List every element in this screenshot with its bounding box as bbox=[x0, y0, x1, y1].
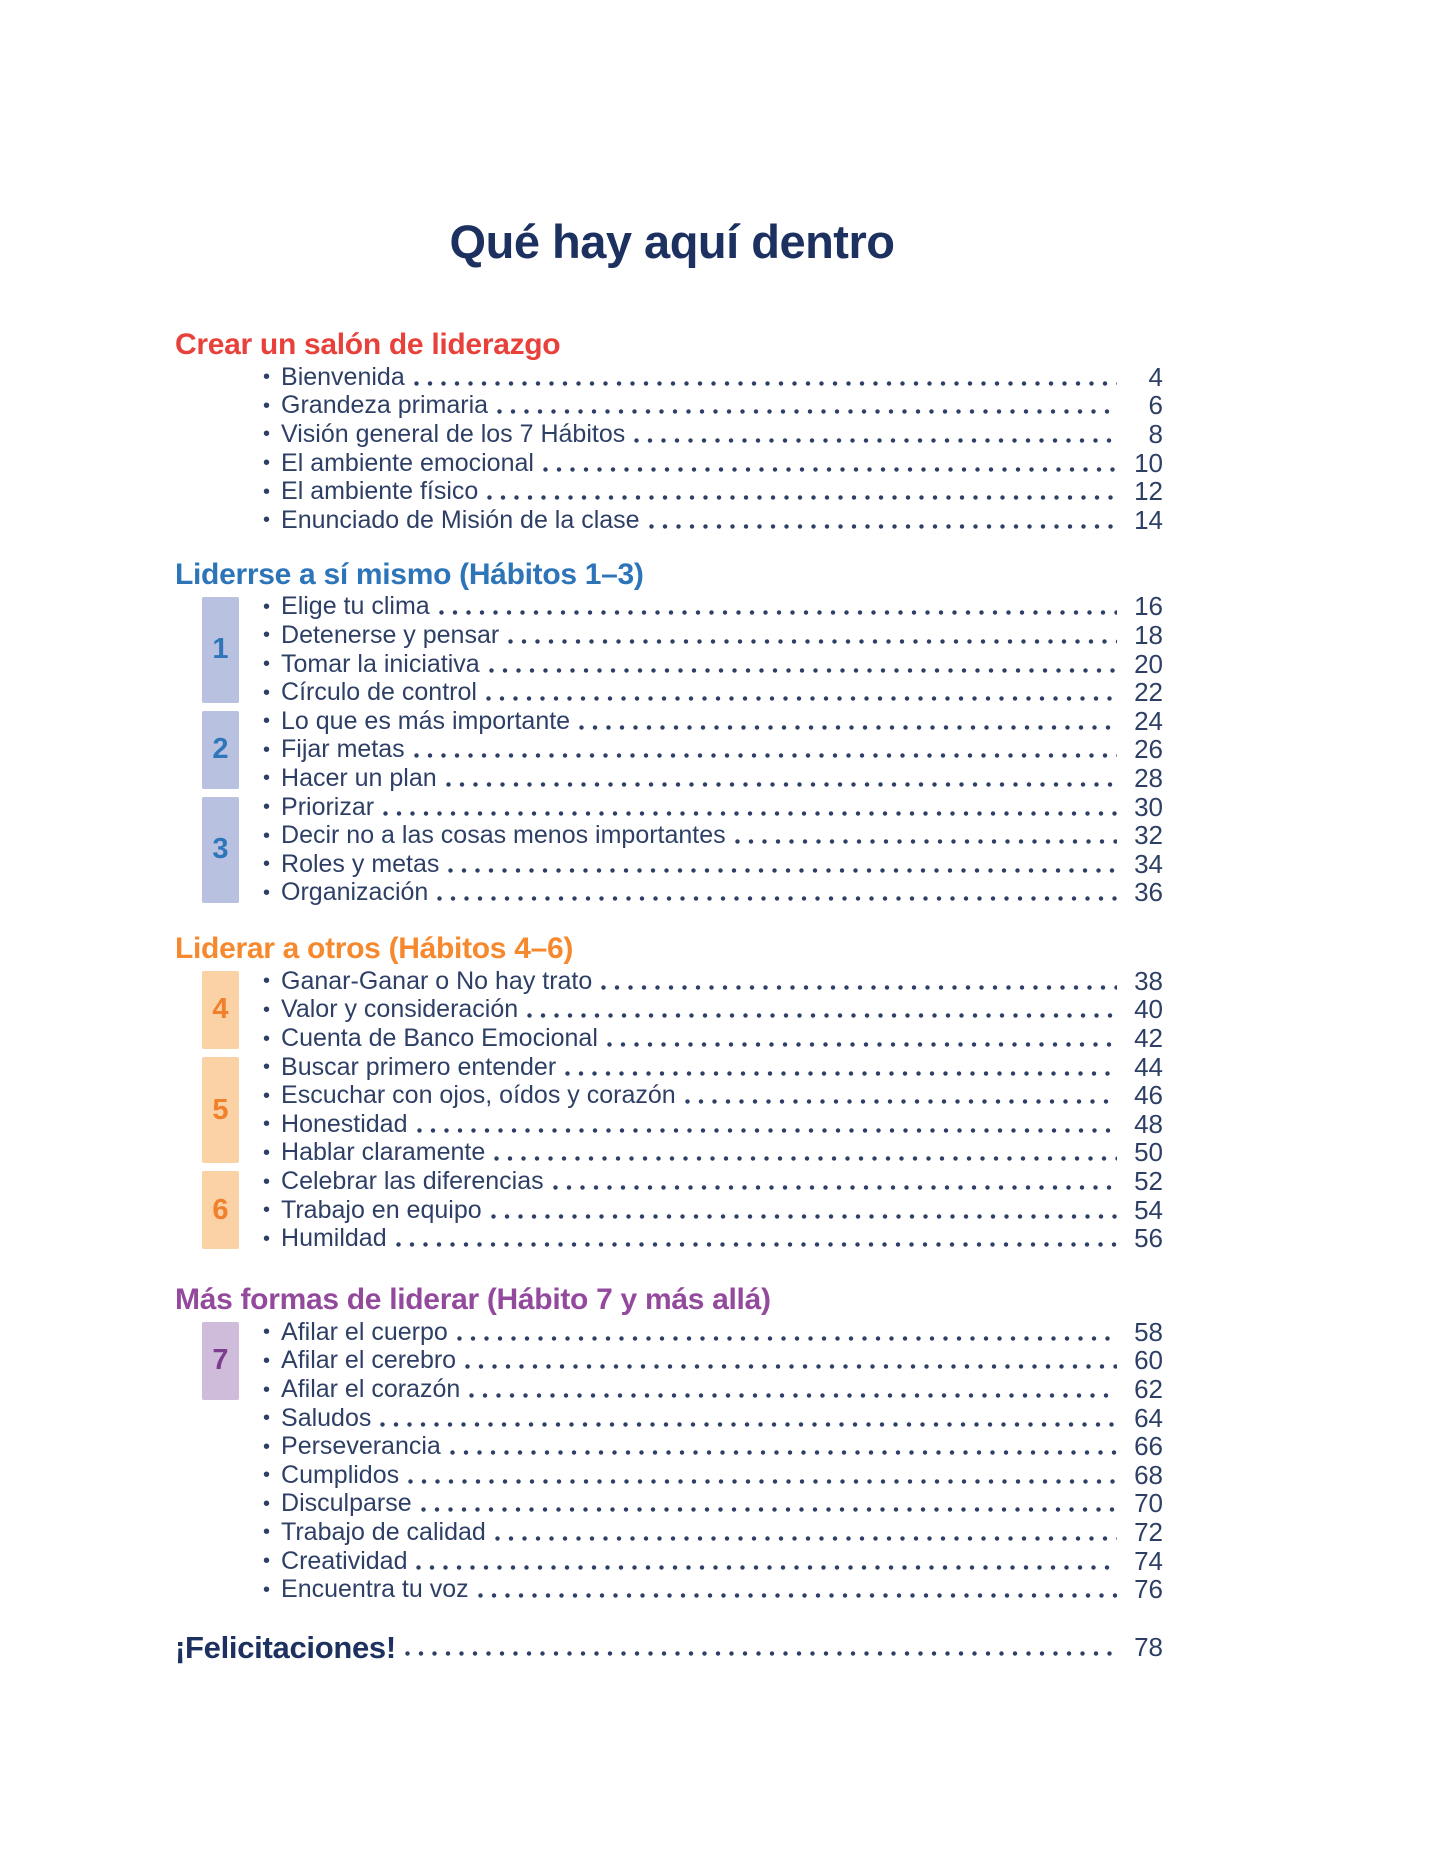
toc-item-label: Honestidad bbox=[281, 1109, 408, 1138]
toc-item-label: Círculo de control bbox=[281, 678, 477, 707]
dot-leader bbox=[508, 639, 1117, 644]
page-number: 54 bbox=[1134, 1194, 1163, 1225]
dot-leader bbox=[497, 409, 1117, 414]
page-number: 72 bbox=[1134, 1516, 1163, 1547]
toc-item-label: Perseverancia bbox=[281, 1432, 441, 1461]
page-number: 28 bbox=[1134, 762, 1163, 793]
dot-leader bbox=[495, 1536, 1117, 1541]
dot-leader bbox=[649, 524, 1117, 529]
bullet-icon: • bbox=[263, 853, 271, 876]
bullet-icon: • bbox=[263, 1027, 271, 1050]
page-number: 14 bbox=[1134, 504, 1163, 535]
toc-item-row bbox=[175, 363, 1163, 392]
bullet-icon: • bbox=[263, 624, 271, 647]
page-number: 74 bbox=[1134, 1545, 1163, 1576]
toc-item-row bbox=[175, 736, 1163, 765]
section-heading: Liderar a otros (Hábitos 4–6) bbox=[175, 932, 574, 966]
toc-item-row bbox=[175, 1518, 1163, 1547]
bullet-icon: • bbox=[263, 653, 271, 676]
toc-item-row bbox=[175, 1575, 1163, 1604]
page-number: 34 bbox=[1134, 848, 1163, 879]
habit-group bbox=[175, 1318, 1163, 1404]
dot-leader bbox=[421, 1507, 1117, 1512]
toc-item-row bbox=[175, 1347, 1163, 1376]
habit-number-badge: 4 bbox=[202, 971, 239, 1049]
toc-item-row bbox=[175, 449, 1163, 478]
bullet-icon: • bbox=[263, 881, 271, 904]
dot-leader bbox=[607, 1042, 1117, 1047]
toc-item-label: Decir no a las cosas menos importantes bbox=[281, 821, 726, 850]
page-number: 56 bbox=[1134, 1223, 1163, 1254]
toc-item-label: Visión general de los 7 Hábitos bbox=[281, 419, 626, 448]
dot-leader bbox=[487, 495, 1117, 500]
page-number: 58 bbox=[1134, 1316, 1163, 1347]
toc-item-label: Encuentra tu voz bbox=[281, 1575, 469, 1604]
dot-leader bbox=[380, 1422, 1117, 1427]
dot-leader bbox=[450, 1450, 1117, 1455]
bullet-icon: • bbox=[263, 1521, 271, 1544]
page-number: 32 bbox=[1134, 820, 1163, 851]
habit-number-badge: 7 bbox=[202, 1322, 239, 1400]
bullet-icon: • bbox=[263, 1084, 271, 1107]
toc-item-label: Bienvenida bbox=[281, 362, 405, 391]
section-heading: Más formas de liderar (Hábito 7 y más allá) bbox=[175, 1283, 771, 1317]
toc-item-row bbox=[175, 1024, 1163, 1053]
dot-leader bbox=[489, 668, 1117, 673]
dot-leader bbox=[405, 1651, 1117, 1656]
toc-item-row bbox=[175, 477, 1163, 506]
dot-leader bbox=[579, 725, 1117, 730]
habit-number-badge: 5 bbox=[202, 1057, 239, 1163]
bullet-icon: • bbox=[263, 970, 271, 993]
page-number: 76 bbox=[1134, 1574, 1163, 1605]
toc-item-label: Grandeza primaria bbox=[281, 391, 489, 420]
habit-number-badge: 1 bbox=[202, 597, 239, 703]
toc-item-label: Buscar primero entender bbox=[281, 1052, 557, 1081]
toc-item-label: Valor y consideración bbox=[281, 995, 519, 1024]
toc-item-label: Organización bbox=[281, 878, 429, 907]
toc-item-row bbox=[175, 1081, 1163, 1110]
bullet-icon: • bbox=[263, 1056, 271, 1079]
toc-item-label: Ganar-Ganar o No hay trato bbox=[281, 966, 593, 995]
section-heading: Liderrse a sí mismo (Hábitos 1–3) bbox=[175, 557, 644, 591]
habit-number-badge: 6 bbox=[202, 1171, 239, 1249]
toc-section bbox=[175, 1283, 1163, 1604]
toc-item-label: Afilar el corazón bbox=[281, 1375, 461, 1404]
habit-group bbox=[175, 1167, 1163, 1253]
toc-item-row bbox=[175, 1224, 1163, 1253]
page-number: 22 bbox=[1134, 677, 1163, 708]
toc-item-row bbox=[175, 650, 1163, 679]
page-number: 42 bbox=[1134, 1023, 1163, 1054]
toc-item-label: Afilar el cerebro bbox=[281, 1346, 457, 1375]
toc-item-row bbox=[175, 1196, 1163, 1225]
habit-group bbox=[175, 707, 1163, 793]
dot-leader bbox=[465, 1364, 1117, 1369]
dot-leader bbox=[565, 1071, 1117, 1076]
bullet-icon: • bbox=[263, 595, 271, 618]
toc-item-row bbox=[175, 967, 1163, 996]
toc-item-row bbox=[175, 593, 1163, 622]
bullet-icon: • bbox=[263, 1321, 271, 1344]
toc-item-label: Celebrar las diferencias bbox=[281, 1167, 544, 1196]
toc-item-label: Trabajo de calidad bbox=[281, 1517, 486, 1546]
dot-leader bbox=[685, 1099, 1117, 1104]
toc-item-row bbox=[175, 764, 1163, 793]
bullet-icon: • bbox=[263, 1435, 271, 1458]
page-number: 26 bbox=[1134, 734, 1163, 765]
page-number: 30 bbox=[1134, 791, 1163, 822]
toc-item-row bbox=[175, 1547, 1163, 1576]
toc-item-label: Priorizar bbox=[281, 792, 375, 821]
toc-item-label: Cumplidos bbox=[281, 1460, 400, 1489]
toc-item-row bbox=[175, 1432, 1163, 1461]
toc-item-row bbox=[175, 1110, 1163, 1139]
dot-leader bbox=[417, 1128, 1118, 1133]
dot-leader bbox=[735, 839, 1117, 844]
dot-leader bbox=[634, 438, 1117, 443]
bullet-icon: • bbox=[263, 423, 271, 446]
page-number: 48 bbox=[1134, 1108, 1163, 1139]
section-heading: Crear un salón de liderazgo bbox=[175, 328, 561, 361]
toc-item-row bbox=[175, 793, 1163, 822]
toc-item-row bbox=[175, 1404, 1163, 1433]
dot-leader bbox=[494, 1156, 1117, 1161]
toc-item-label: Trabajo en equipo bbox=[281, 1195, 482, 1224]
habit-group bbox=[175, 793, 1163, 907]
toc bbox=[175, 328, 1163, 1666]
habit-group bbox=[175, 1404, 1163, 1604]
page-number: 16 bbox=[1134, 591, 1163, 622]
page-number: 60 bbox=[1134, 1345, 1163, 1376]
bullet-icon: • bbox=[263, 1349, 271, 1372]
habit-group bbox=[175, 967, 1163, 1053]
page-number: 52 bbox=[1134, 1166, 1163, 1197]
congratulations-row bbox=[175, 1630, 1163, 1666]
toc-item-row bbox=[175, 879, 1163, 908]
toc-item-row bbox=[175, 1461, 1163, 1490]
dot-leader bbox=[448, 868, 1117, 873]
toc-item-row bbox=[175, 1490, 1163, 1519]
page-number: 6 bbox=[1148, 390, 1163, 421]
bullet-icon: • bbox=[263, 1464, 271, 1487]
bullet-icon: • bbox=[263, 1141, 271, 1164]
dot-leader bbox=[414, 381, 1117, 386]
toc-item-row bbox=[175, 1053, 1163, 1082]
page-number: 44 bbox=[1134, 1051, 1163, 1082]
page-title: Qué hay aquí dentro bbox=[449, 215, 895, 268]
congratulations-label: ¡Felicitaciones! bbox=[175, 1629, 396, 1665]
toc-section bbox=[175, 558, 1163, 908]
page-number: 12 bbox=[1134, 476, 1163, 507]
dot-leader bbox=[543, 467, 1117, 472]
dot-leader bbox=[396, 1242, 1117, 1247]
dot-leader bbox=[416, 1565, 1117, 1570]
dot-leader bbox=[446, 782, 1117, 787]
toc-item-label: Elige tu clima bbox=[281, 592, 430, 621]
page-number: 68 bbox=[1134, 1459, 1163, 1490]
dot-leader bbox=[553, 1185, 1117, 1190]
habit-number-badge: 2 bbox=[202, 711, 239, 789]
bullet-icon: • bbox=[263, 1199, 271, 1222]
habit-group bbox=[175, 1053, 1163, 1167]
toc-section bbox=[175, 328, 1163, 535]
page-number: 10 bbox=[1134, 447, 1163, 478]
dot-leader bbox=[439, 610, 1117, 615]
toc-item-label: Tomar la iniciativa bbox=[281, 649, 480, 678]
bullet-icon: • bbox=[263, 738, 271, 761]
toc-item-row bbox=[175, 1167, 1163, 1196]
toc-item-row bbox=[175, 621, 1163, 650]
toc-item-label: Humildad bbox=[281, 1224, 387, 1253]
dot-leader bbox=[408, 1479, 1117, 1484]
dot-leader bbox=[527, 1013, 1117, 1018]
page-number: 20 bbox=[1134, 648, 1163, 679]
dot-leader bbox=[469, 1393, 1117, 1398]
page-number: 46 bbox=[1134, 1080, 1163, 1111]
bullet-icon: • bbox=[263, 1492, 271, 1515]
bullet-icon: • bbox=[263, 394, 271, 417]
bullet-icon: • bbox=[263, 796, 271, 819]
dot-leader bbox=[457, 1336, 1117, 1341]
dot-leader bbox=[437, 896, 1117, 901]
toc-item-label: Creatividad bbox=[281, 1546, 408, 1575]
page-number: 62 bbox=[1134, 1374, 1163, 1405]
page-number: 8 bbox=[1148, 418, 1163, 449]
page-number: 50 bbox=[1134, 1137, 1163, 1168]
dot-leader bbox=[383, 811, 1117, 816]
bullet-icon: • bbox=[263, 1407, 271, 1430]
habit-number-badge: 3 bbox=[202, 797, 239, 903]
page-number: 70 bbox=[1134, 1488, 1163, 1519]
toc-item-label: Escuchar con ojos, oídos y corazón bbox=[281, 1081, 676, 1110]
habit-group bbox=[175, 363, 1163, 535]
bullet-icon: • bbox=[263, 767, 271, 790]
toc-item-label: Cuenta de Banco Emocional bbox=[281, 1024, 598, 1053]
bullet-icon: • bbox=[263, 998, 271, 1021]
bullet-icon: • bbox=[263, 1550, 271, 1573]
toc-item-row bbox=[175, 850, 1163, 879]
dot-leader bbox=[601, 985, 1117, 990]
page-number: 78 bbox=[1134, 1632, 1163, 1663]
toc-item-label: Afilar el cuerpo bbox=[281, 1317, 448, 1346]
bullet-icon: • bbox=[263, 824, 271, 847]
page-number: 38 bbox=[1134, 965, 1163, 996]
toc-item-label: Saludos bbox=[281, 1403, 372, 1432]
page-number: 40 bbox=[1134, 994, 1163, 1025]
bullet-icon: • bbox=[263, 1578, 271, 1601]
bullet-icon: • bbox=[263, 452, 271, 475]
bullet-icon: • bbox=[263, 710, 271, 733]
toc-item-label: El ambiente físico bbox=[281, 477, 479, 506]
toc-item-label: Hacer un plan bbox=[281, 763, 437, 792]
toc-section bbox=[175, 932, 1163, 1253]
bullet-icon: • bbox=[263, 366, 271, 389]
toc-item-label: El ambiente emocional bbox=[281, 448, 534, 477]
toc-item-row bbox=[175, 821, 1163, 850]
bullet-icon: • bbox=[263, 1113, 271, 1136]
bullet-icon: • bbox=[263, 681, 271, 704]
toc-item-row bbox=[175, 420, 1163, 449]
toc-item-row bbox=[175, 392, 1163, 421]
toc-item-label: Roles y metas bbox=[281, 849, 440, 878]
bullet-icon: • bbox=[263, 480, 271, 503]
toc-item-row bbox=[175, 996, 1163, 1025]
toc-item-row bbox=[175, 707, 1163, 736]
toc-item-label: Detenerse y pensar bbox=[281, 620, 500, 649]
bullet-icon: • bbox=[263, 509, 271, 532]
page-number: 24 bbox=[1134, 705, 1163, 736]
dot-leader bbox=[414, 753, 1117, 758]
habit-group bbox=[175, 593, 1163, 707]
page-number: 36 bbox=[1134, 877, 1163, 908]
bullet-icon: • bbox=[263, 1378, 271, 1401]
toc-item-label: Fijar metas bbox=[281, 735, 405, 764]
page-number: 66 bbox=[1134, 1431, 1163, 1462]
toc-item-row bbox=[175, 678, 1163, 707]
toc-item-row bbox=[175, 1318, 1163, 1347]
bullet-icon: • bbox=[263, 1227, 271, 1250]
toc-item-row bbox=[175, 506, 1163, 535]
bullet-icon: • bbox=[263, 1170, 271, 1193]
page-number: 18 bbox=[1134, 619, 1163, 650]
toc-item-label: Enunciado de Misión de la clase bbox=[281, 505, 640, 534]
toc-item-label: Disculparse bbox=[281, 1489, 412, 1518]
toc-item-label: Hablar claramente bbox=[281, 1138, 486, 1167]
dot-leader bbox=[491, 1214, 1117, 1219]
dot-leader bbox=[486, 696, 1117, 701]
page-number: 64 bbox=[1134, 1402, 1163, 1433]
toc-item-row bbox=[175, 1139, 1163, 1168]
toc-item-label: Lo que es más importante bbox=[281, 706, 571, 735]
dot-leader bbox=[478, 1593, 1117, 1598]
page-number: 4 bbox=[1148, 361, 1163, 392]
toc-item-row bbox=[175, 1375, 1163, 1404]
